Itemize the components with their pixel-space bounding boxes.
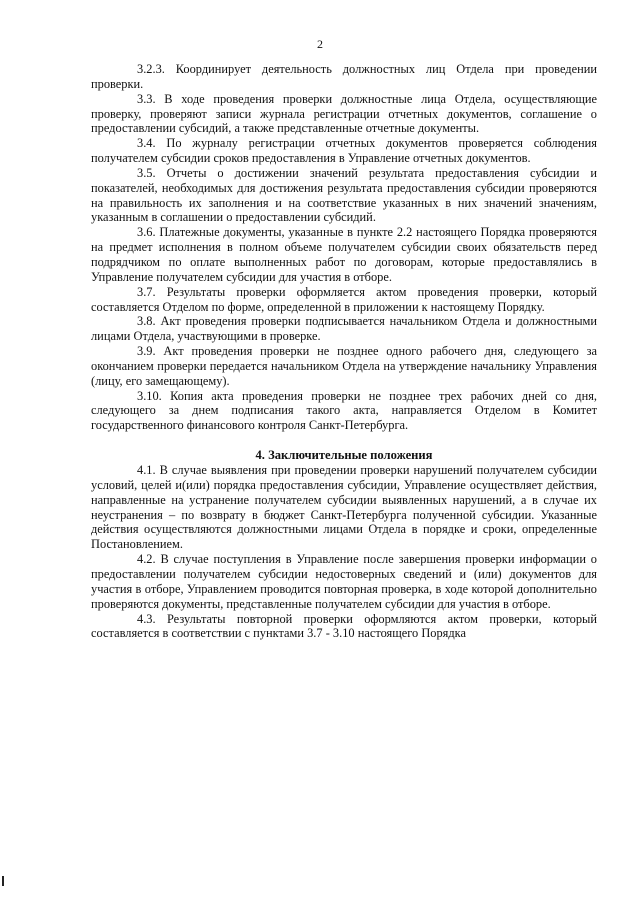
page-number: 2 [317,37,323,51]
paragraph-3-7: 3.7. Результаты проверки оформляется актом проведения проверки, который составляется Отделом по форме, определенной в приложении к настоящему Порядку. [91,284,597,314]
scan-edge-mark [2,876,4,886]
paragraph-3-2-3: 3.2.3. Координирует деятельность должностных лиц Отдела при проведении проверки. [91,62,597,91]
paragraph-3-10: 3.10. Копия акта проведения проверки не позднее трех рабочих дней со дня, следующего за днем подписания такого акта, направляется Отделом в Комитет государственного финансового контроля Санкт-Петербурга. [91,388,597,433]
paragraph-4-3: 4.3. Результаты повторной проверки оформляются актом проверки, который составляется в соответствии с пунктами 3.7 - 3.10 настоящего Порядка [91,611,597,641]
paragraph-3-8: 3.8. Акт проведения проверки подписывается начальником Отдела и должностными лицами Отдела, участвующими в проверке. [91,314,597,344]
paragraph-3-3: 3.3. В ходе проведения проверки должностные лица Отдела, осуществляющие проверку, проверяют записи журнала регистрации отчетных документов, соглашение о предоставлении субсидий, а также представленные отчетные документы. [91,91,597,136]
paragraph-3-4: 3.4. По журналу регистрации отчетных документов проверяется соблюдения получателем субсидии сроков предоставления в Управление отчетных документов. [91,136,597,166]
paragraph-4-2: 4.2. В случае поступления в Управление после завершения проверки информации о предоставлении получателем субсидии недостоверных сведений и (или) документов для участия в отборе, Управлением проводится повторная проверка, в ходе которой дополнительно проверяются документы, представленные получателем субсидии для участия в отборе. [91,552,597,611]
paragraph-3-6: 3.6. Платежные документы, указанные в пункте 2.2 настоящего Порядка проверяются на предмет исполнения в полном объеме получателем субсидии своих обязательств перед подрядчиком по оплате выполненных работ по договорам, которые предоставлялись в Управление получателем субсидии для участия в отборе. [91,225,597,284]
paragraph-3-5: 3.5. Отчеты о достижении значений результата предоставления субсидии и показателей, необходимых для достижения результата предоставления субсидии проверяются на правильность их заполнения и на соответствие указанных в них значений значениям, указанным в соглашении о предоставлении субсидий. [91,165,597,225]
paragraph-4-1: 4.1. В случае выявления при проведении проверки нарушений получателем субсидии условий, целей и(или) порядка предоставления субсидии, Управление осуществляет действия, направленные на устранение получателем субсидии выявленных нарушений, а в случае их неустранения – по возврату в бюджет Санкт-Петербурга полученной субсидии. Указанные действия осуществляются должностными лицами Отдела в порядке и сроки, определенные Постановлением. [91,463,597,552]
section-heading: 4. Заключительные положения [255,448,433,463]
paragraph-3-9: 3.9. Акт проведения проверки не позднее одного рабочего дня, следующего за окончанием проверки передается начальником Отдела на утверждение начальнику Управления (лицу, его замещающему). [91,344,597,388]
document-body [91,62,597,641]
